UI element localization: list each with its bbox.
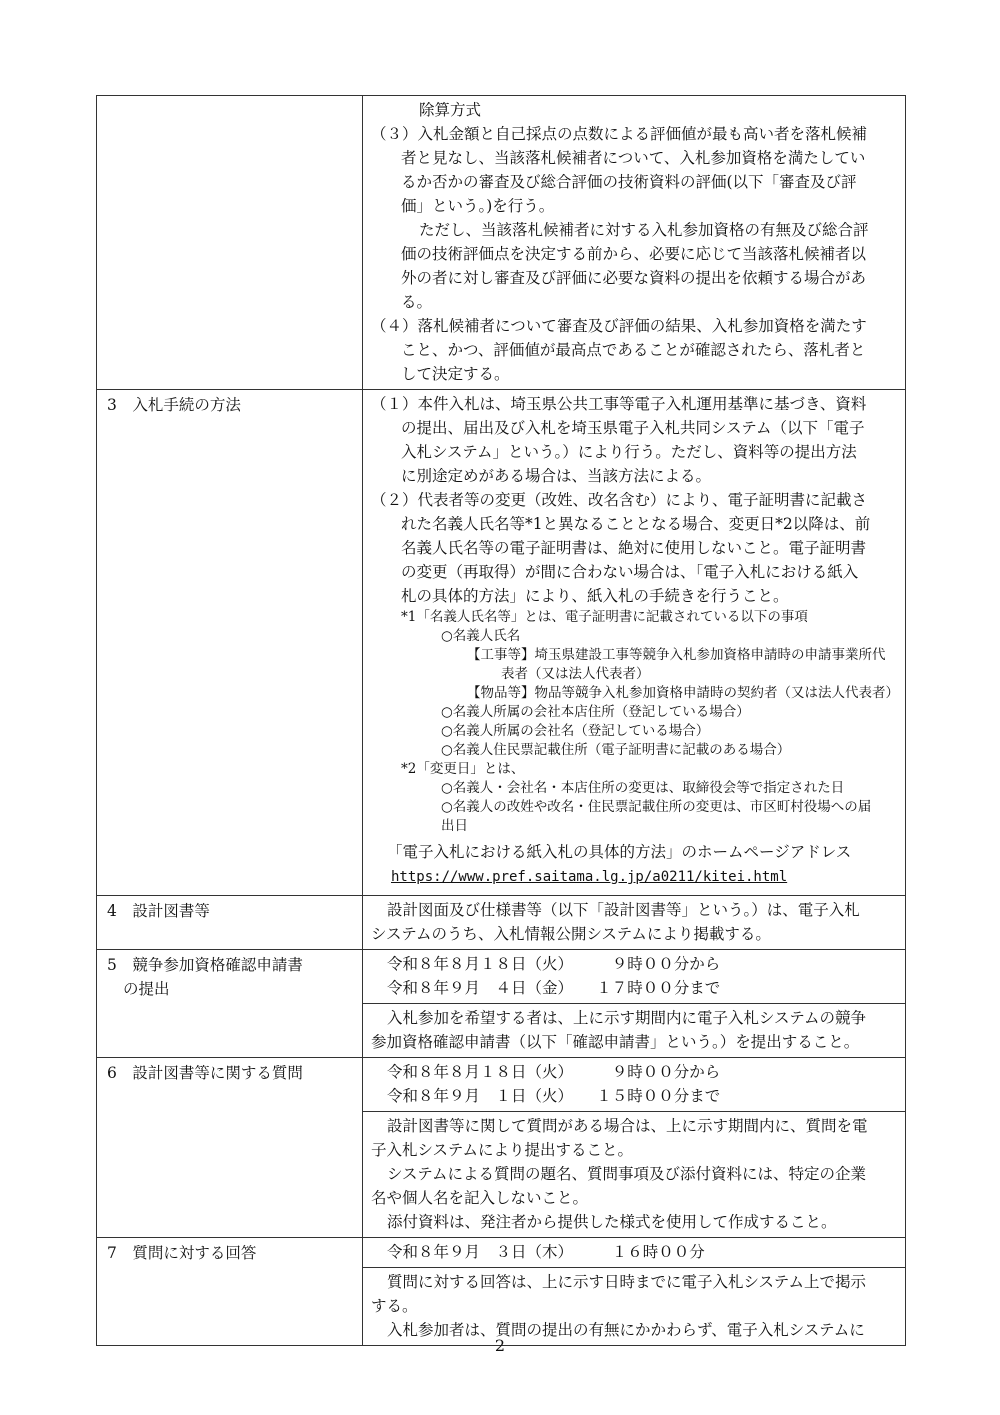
table-row bbox=[97, 1238, 906, 1268]
homepage-label: 「電子入札における紙入札の具体的方法」のホームページアドレス bbox=[387, 843, 852, 861]
text-line: る。 bbox=[401, 293, 433, 311]
list-item: （３）入札金額と自己採点の点数による評価値が最も高い者を落札候補 bbox=[371, 125, 868, 143]
text-line: 添付資料は、発注者から提供した様式を使用して作成すること。 bbox=[387, 1213, 837, 1231]
text-line: 質問に対する回答は、上に示す日時までに電子入札システム上で掲示 bbox=[387, 1273, 866, 1291]
text-line: こと、かつ、評価値が最高点であることが確認されたら、落札者と bbox=[401, 341, 866, 359]
table-row bbox=[97, 950, 906, 1004]
text-line: ただし、当該落札候補者に対する入札参加資格の有無及び総合評 bbox=[419, 221, 869, 239]
footnote-line: 表者（又は法人代表者） bbox=[501, 666, 650, 682]
row-content-answer-text bbox=[363, 1268, 906, 1346]
text-line: 名義人氏名等の電子証明書は、絶対に使用しないこと。電子証明書 bbox=[401, 539, 867, 557]
list-item: （２）代表者等の変更（改姓、改名含む）により、電子証明書に記載さ bbox=[371, 491, 868, 509]
text-line: 札の具体的方法」により、紙入札の手続きを行うこと。 bbox=[401, 587, 789, 605]
page-number: 2 bbox=[494, 1336, 506, 1355]
text-line: 設計図書等に関して質問がある場合は、上に示す期間内に、質問を電 bbox=[387, 1117, 868, 1135]
table-row bbox=[97, 96, 906, 390]
footnote-line: ○名義人住民票記載住所（電子証明書に記載のある場合） bbox=[441, 742, 791, 758]
text-line: 者と見なし、当該落札候補者について、入札参加資格を満たしてい bbox=[401, 149, 866, 167]
footnote-line: ○名義人所属の会社名（登記している場合） bbox=[441, 723, 710, 739]
text-line: する。 bbox=[371, 1297, 418, 1315]
text-line: の変更（再取得）が間に合わない場合は、「電子入札における紙入 bbox=[401, 563, 859, 581]
footnote-line: 【工事等】埼玉県建設工事等競争入札参加資格申請時の申請事業所代 bbox=[467, 647, 886, 663]
text-line: 価」という。)を行う。 bbox=[401, 197, 555, 215]
text-line: 入札システム」という。）により行う。ただし、資料等の提出方法 bbox=[401, 443, 857, 461]
text-line: 入札参加を希望する者は、上に示す期間内に電子入札システムの競争 bbox=[387, 1009, 866, 1027]
row-label-application bbox=[97, 950, 363, 1058]
row-content-question-text bbox=[363, 1112, 906, 1238]
list-item: （１）本件入札は、埼玉県公共工事等電子入札運用基準に基づき、資料 bbox=[371, 395, 867, 413]
text-line: 除算方式 bbox=[419, 101, 482, 119]
row-label: 7 質問に対する回答 bbox=[97, 1238, 363, 1346]
text-line: るか否かの審査及び総合評価の技術資料の評価(以下「審査及び評 bbox=[401, 173, 857, 191]
footnote-line: ○名義人・会社名・本店住所の変更は、取締役会等で指定された日 bbox=[441, 780, 845, 796]
list-item: （４）落札候補者について審査及び評価の結果、入札参加資格を満たす bbox=[371, 317, 867, 335]
text-line: システムのうち、入札情報公開システムにより掲載する。 bbox=[371, 925, 771, 943]
row-label: 6 設計図書等に関する質問 bbox=[97, 1058, 363, 1238]
date-line: 令和８年９月 ３日（木） １６時００分 bbox=[387, 1243, 705, 1261]
document-table bbox=[96, 95, 906, 1346]
row-content-question-dates bbox=[363, 1058, 906, 1112]
row-content-bidding-procedure bbox=[363, 390, 906, 896]
text-line: 価の技術評価点を決定する前から、必要に応じて当該落札候補者以 bbox=[401, 245, 867, 263]
text-line: 設計図面及び仕様書等（以下「設計図書等」という。）は、電子入札 bbox=[387, 901, 860, 919]
footnote-line: ○名義人の改姓や改名・住民票記載住所の変更は、市区町村役場への届 bbox=[441, 799, 872, 815]
footnote-line: ○名義人所属の会社本店住所（登記している場合） bbox=[441, 704, 750, 720]
date-line: 令和８年９月 ４日（金） １７時００分まで bbox=[387, 979, 721, 997]
row-content-design-docs bbox=[363, 896, 906, 950]
homepage-link[interactable]: https://www.pref.saitama.lg.jp/a0211/kitei.html bbox=[391, 869, 788, 885]
footnote-line: 出日 bbox=[441, 818, 468, 834]
date-line: 令和８年８月１８日（火） ９時００分から bbox=[387, 1063, 721, 1081]
date-line: 令和８年９月 １日（火） １５時００分まで bbox=[387, 1087, 721, 1105]
text-line: れた名義人氏名等*1と異なることとなる場合、変更日*2以降は、前 bbox=[401, 515, 871, 533]
text-line: に別途定めがある場合は、当該方法による。 bbox=[401, 467, 712, 485]
footnote-line: ○名義人氏名 bbox=[441, 628, 521, 644]
table-row bbox=[97, 390, 906, 896]
text-line: 入札参加者は、質問の提出の有無にかかわらず、電子入札システムに bbox=[387, 1321, 865, 1339]
date-line: 令和８年８月１８日（火） ９時００分から bbox=[387, 955, 721, 973]
text-line: の提出、届出及び入札を埼玉県電子入札共同システム（以下「電子 bbox=[401, 419, 865, 437]
footnote-line: *2「変更日」とは、 bbox=[401, 761, 525, 777]
footnote-line: *1「名義人氏名等」とは、電子証明書に記載されている以下の事項 bbox=[401, 609, 808, 625]
row-label: 3 入札手続の方法 bbox=[97, 390, 363, 896]
row-label: 4 設計図書等 bbox=[97, 896, 363, 950]
text-line: 参加資格確認申請書（以下「確認申請書」という。）を提出すること。 bbox=[371, 1033, 860, 1051]
row-label-continued: の提出 bbox=[123, 980, 170, 998]
text-line: 外の者に対し審査及び評価に必要な資料の提出を依頼する場合があ bbox=[401, 269, 867, 287]
text-line: して決定する。 bbox=[401, 365, 510, 383]
table-row bbox=[97, 1058, 906, 1112]
table-row bbox=[97, 896, 906, 950]
row-content-application-text bbox=[363, 1004, 906, 1058]
row-content-answer-date bbox=[363, 1238, 906, 1268]
row-content-evaluation bbox=[363, 96, 906, 390]
text-line: システムによる質問の題名、質問事項及び添付資料には、特定の企業 bbox=[387, 1165, 866, 1183]
text-line: 名や個人名を記入しないこと。 bbox=[371, 1189, 589, 1207]
row-label-empty bbox=[97, 96, 363, 390]
row-label: 5 競争参加資格確認申請書 bbox=[107, 956, 303, 974]
row-content-application-dates bbox=[363, 950, 906, 1004]
footnote-line: 【物品等】物品等競争入札参加資格申請時の契約者（又は法人代表者） bbox=[467, 685, 899, 701]
text-line: 子入札システムにより提出すること。 bbox=[371, 1141, 633, 1159]
